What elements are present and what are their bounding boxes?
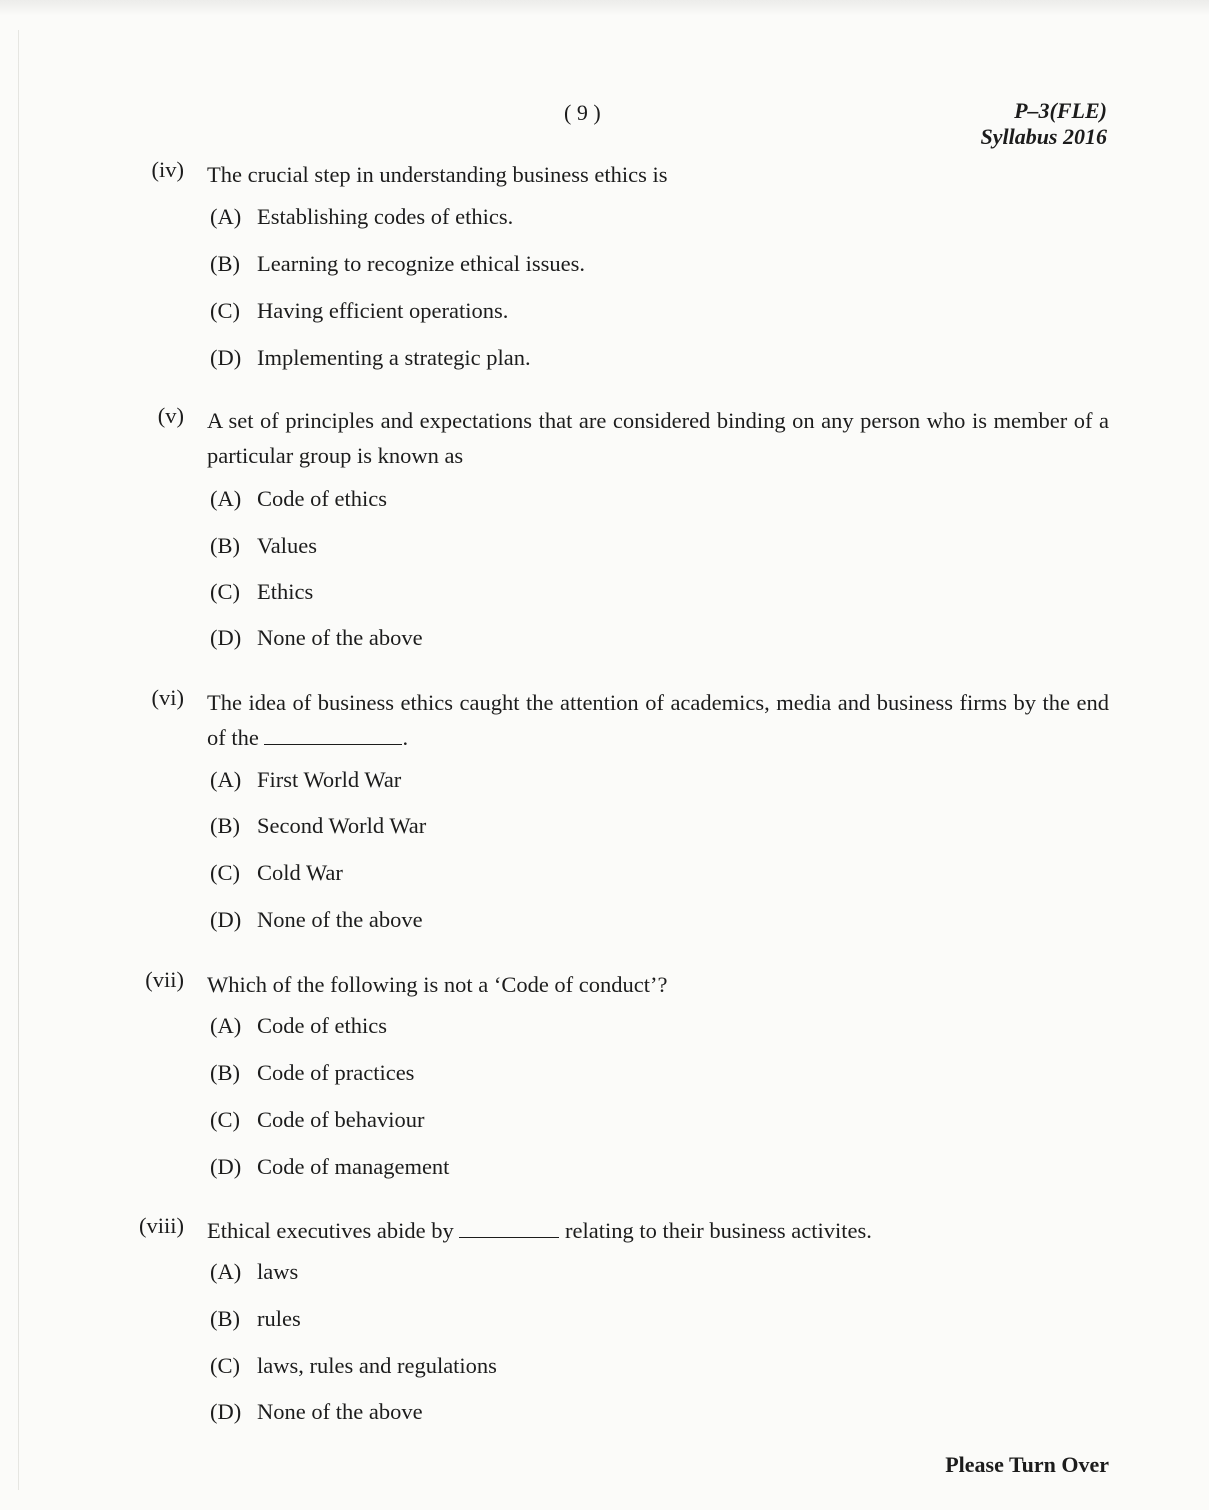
question-text-after: relating to their business activites. — [565, 1218, 872, 1243]
option-text: laws — [257, 1259, 299, 1284]
fill-in-blank — [264, 726, 402, 745]
option-text: Ethics — [257, 579, 314, 604]
option-text: Code of management — [257, 1154, 450, 1179]
question-text — [207, 685, 1109, 755]
syllabus-year: Syllabus 2016 — [980, 124, 1107, 149]
option-text: Code of practices — [257, 1060, 415, 1085]
option-letter: (C) — [210, 579, 240, 604]
option-text: Code of ethics — [257, 1013, 387, 1038]
option-letter: (B) — [210, 533, 240, 558]
please-turn-over: Please Turn Over — [945, 1452, 1109, 1477]
option-v-a — [210, 486, 387, 512]
option-text: Cold War — [257, 860, 343, 885]
page-number: ( 9 ) — [564, 100, 601, 125]
option-letter: (C) — [210, 298, 240, 323]
option-vii-d — [210, 1154, 449, 1180]
option-letter: (C) — [210, 1353, 240, 1378]
page-top-shadow — [0, 0, 1209, 16]
fill-in-blank — [459, 1219, 559, 1238]
option-text: None of the above — [257, 1399, 423, 1424]
option-text: Having efficient operations. — [257, 298, 509, 323]
option-v-c — [210, 579, 313, 605]
option-text: First World War — [257, 767, 402, 792]
option-text: Implementing a strategic plan. — [257, 345, 531, 370]
option-text: Establishing codes of ethics. — [257, 204, 514, 229]
option-vi-c — [210, 860, 343, 886]
question-number: (viii) — [139, 1213, 184, 1238]
option-iv-c — [210, 298, 508, 324]
question-number: (vi) — [151, 685, 184, 710]
option-letter: (D) — [210, 345, 242, 370]
question-text: The crucial step in understanding business ethics is — [207, 162, 668, 187]
option-vi-b — [210, 813, 426, 839]
option-text: None of the above — [257, 907, 423, 932]
option-letter: (D) — [210, 907, 242, 932]
option-letter: (C) — [210, 860, 240, 885]
option-vi-a — [210, 767, 401, 793]
option-vi-d — [210, 907, 423, 933]
option-letter: (D) — [210, 625, 242, 650]
option-text: rules — [257, 1306, 301, 1331]
option-viii-b — [210, 1306, 301, 1332]
question-number: (v) — [157, 403, 184, 428]
paper-code: P–3(FLE) — [1014, 98, 1107, 123]
option-viii-c — [210, 1353, 497, 1379]
question-number: (vii) — [145, 967, 184, 992]
option-letter: (B) — [210, 1306, 240, 1331]
option-text: Second World War — [257, 813, 427, 838]
question-number: (iv) — [151, 157, 184, 182]
question-text — [207, 1213, 1109, 1248]
option-iv-b — [210, 251, 585, 277]
option-v-d — [210, 625, 423, 651]
page-left-edge — [18, 30, 19, 1490]
option-text: Code of behaviour — [257, 1107, 425, 1132]
option-letter: (A) — [210, 767, 242, 792]
option-letter: (A) — [210, 204, 242, 229]
option-vii-b — [210, 1060, 414, 1086]
option-letter: (A) — [210, 486, 242, 511]
question-text-before: Ethical executives abide by — [207, 1218, 454, 1243]
option-letter: (A) — [210, 1259, 242, 1284]
option-letter: (A) — [210, 1013, 242, 1038]
option-letter: (D) — [210, 1399, 242, 1424]
option-text: Learning to recognize ethical issues. — [257, 251, 585, 276]
question-text: A set of principles and expectations that are considered binding on any person who is member of a particular group is known as — [207, 408, 1109, 468]
option-letter: (D) — [210, 1154, 242, 1179]
option-letter: (B) — [210, 1060, 240, 1085]
option-text: Values — [257, 533, 317, 558]
paper-header — [980, 98, 1107, 150]
option-letter: (C) — [210, 1107, 240, 1132]
question-text: Which of the following is not a ‘Code of conduct’? — [207, 972, 668, 997]
option-letter: (B) — [210, 813, 240, 838]
option-viii-a — [210, 1259, 298, 1285]
option-text: Code of ethics — [257, 486, 387, 511]
option-v-b — [210, 533, 317, 559]
option-text: None of the above — [257, 625, 423, 650]
option-iv-d — [210, 345, 531, 371]
option-text: laws, rules and regulations — [257, 1353, 497, 1378]
option-letter: (B) — [210, 251, 240, 276]
option-iv-a — [210, 204, 513, 230]
question-text-before: The idea of business ethics caught the attention of academics, media and business firms by the end of the — [207, 690, 1109, 750]
question-text-after: . — [402, 725, 409, 750]
option-vii-a — [210, 1013, 387, 1039]
option-vii-c — [210, 1107, 424, 1133]
option-viii-d — [210, 1399, 423, 1425]
